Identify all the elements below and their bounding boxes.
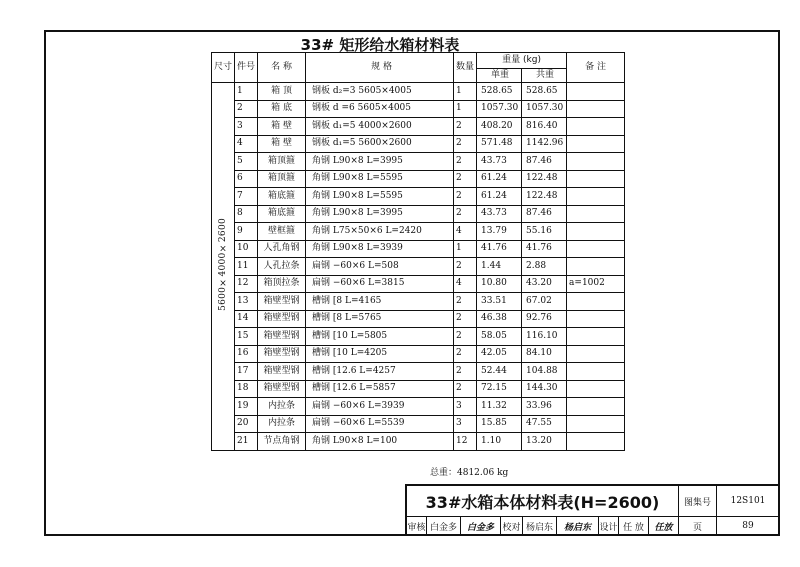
table-row [212,240,625,258]
table-row [212,415,625,433]
item-spec: 扁钢 −60×6 L=5539 [306,415,454,433]
item-remark [567,328,625,346]
table-row [212,83,625,101]
item-no: 11 [235,258,258,276]
item-unit-weight: 1.44 [477,258,522,276]
design-label: 设计 [599,517,619,536]
table-row [212,328,625,346]
item-qty: 4 [454,275,477,293]
item-no: 9 [235,223,258,241]
table-row [212,205,625,223]
header-remark: 备 注 [567,53,625,83]
item-no: 15 [235,328,258,346]
item-remark [567,310,625,328]
table-row [212,135,625,153]
header-no: 件号 [235,53,258,83]
table-row [212,363,625,381]
item-remark [567,170,625,188]
item-spec: 角钢 L90×8 L=3939 [306,240,454,258]
item-name: 箱壁型钢 [258,328,306,346]
item-qty: 2 [454,118,477,136]
item-qty: 3 [454,415,477,433]
table-row [212,345,625,363]
table-row [212,188,625,206]
item-total-weight: 33.96 [522,398,567,416]
item-remark [567,258,625,276]
item-qty: 2 [454,310,477,328]
reviewer-signature: 白金多 [461,517,501,536]
item-total-weight: 104.88 [522,363,567,381]
item-spec: 扁钢 −60×6 L=3815 [306,275,454,293]
item-total-weight: 47.55 [522,415,567,433]
item-qty: 1 [454,83,477,101]
item-no: 12 [235,275,258,293]
item-no: 8 [235,205,258,223]
item-qty: 2 [454,258,477,276]
item-spec: 角钢 L90×8 L=5595 [306,170,454,188]
header-spec: 规 格 [306,53,454,83]
item-spec: 钢板 d =6 5605×4005 [306,100,454,118]
item-remark [567,240,625,258]
designer-signature: 任放 [649,517,679,536]
item-no: 10 [235,240,258,258]
table-row [212,258,625,276]
item-unit-weight: 52.44 [477,363,522,381]
item-unit-weight: 43.73 [477,153,522,171]
table-row [212,380,625,398]
item-no: 1 [235,83,258,101]
header-qty: 数量 [454,53,477,83]
drawing-title: 33#水箱本体材料表(H=2600) [407,486,679,517]
item-name: 箱顶拉条 [258,275,306,293]
item-qty: 2 [454,188,477,206]
item-no: 5 [235,153,258,171]
table-row [212,293,625,311]
item-unit-weight: 13.79 [477,223,522,241]
table-row [212,153,625,171]
item-total-weight: 55.16 [522,223,567,241]
page-number: 89 [717,517,780,536]
item-total-weight: 2.88 [522,258,567,276]
item-no: 2 [235,100,258,118]
item-total-weight: 43.20 [522,275,567,293]
item-spec: 槽钢 [8 L=4165 [306,293,454,311]
item-unit-weight: 61.24 [477,170,522,188]
item-remark [567,293,625,311]
item-unit-weight: 1057.30 [477,100,522,118]
table-row [212,100,625,118]
item-name: 箱壁型钢 [258,345,306,363]
checker-name: 杨启东 [523,517,557,536]
item-total-weight: 1057.30 [522,100,567,118]
item-name: 箱底箍 [258,188,306,206]
item-remark [567,223,625,241]
item-unit-weight: 41.76 [477,240,522,258]
header-size: 尺寸 [212,53,235,83]
item-qty: 2 [454,380,477,398]
item-name: 箱顶箍 [258,153,306,171]
item-name: 箱 底 [258,100,306,118]
item-unit-weight: 61.24 [477,188,522,206]
item-unit-weight: 33.51 [477,293,522,311]
item-name: 内拉条 [258,415,306,433]
item-spec: 槽钢 [10 L=5805 [306,328,454,346]
table-row [212,275,625,293]
header-total-weight: 共重 [522,69,567,83]
item-spec: 角钢 L75×50×6 L=2420 [306,223,454,241]
item-total-weight: 122.48 [522,170,567,188]
item-unit-weight: 42.05 [477,345,522,363]
item-remark [567,188,625,206]
item-spec: 钢板 d₁=5 4000×2600 [306,118,454,136]
item-spec: 角钢 L90×8 L=5595 [306,188,454,206]
item-name: 箱 壁 [258,118,306,136]
item-spec: 角钢 L90×8 L=100 [306,433,454,451]
table-row [212,433,625,451]
size-label: 5600×4000×2600 [217,218,228,312]
item-qty: 1 [454,240,477,258]
item-spec: 钢板 d₁=5 5600×2600 [306,135,454,153]
item-name: 箱壁型钢 [258,310,306,328]
material-table [211,52,625,451]
item-qty: 2 [454,170,477,188]
item-remark [567,415,625,433]
item-name: 节点角钢 [258,433,306,451]
item-total-weight: 67.02 [522,293,567,311]
header-unit-weight: 单重 [477,69,522,83]
review-label: 审核 [407,517,427,536]
item-qty: 2 [454,363,477,381]
item-name: 箱底箍 [258,205,306,223]
item-qty: 2 [454,135,477,153]
atlas-label: 图集号 [679,486,717,517]
item-unit-weight: 10.80 [477,275,522,293]
item-remark [567,153,625,171]
item-name: 箱顶箍 [258,170,306,188]
item-remark [567,135,625,153]
item-total-weight: 116.10 [522,328,567,346]
item-total-weight: 1142.96 [522,135,567,153]
item-unit-weight: 528.65 [477,83,522,101]
item-name: 箱壁型钢 [258,363,306,381]
item-spec: 槽钢 [8 L=5765 [306,310,454,328]
page-label: 页 [679,517,717,536]
item-total-weight: 13.20 [522,433,567,451]
item-no: 21 [235,433,258,451]
item-total-weight: 528.65 [522,83,567,101]
item-no: 6 [235,170,258,188]
table-row [212,223,625,241]
item-no: 17 [235,363,258,381]
title-block [405,484,780,536]
item-spec: 槽钢 [12.6 L=4257 [306,363,454,381]
atlas-no: 12S101 [717,486,780,517]
item-remark [567,100,625,118]
item-remark [567,380,625,398]
item-qty: 2 [454,205,477,223]
item-total-weight: 87.46 [522,153,567,171]
total-weight: 总重：4812.06 kg [430,468,509,478]
item-remark [567,345,625,363]
item-no: 20 [235,415,258,433]
item-unit-weight: 43.73 [477,205,522,223]
table-body [212,83,625,451]
item-name: 内拉条 [258,398,306,416]
item-total-weight: 84.10 [522,345,567,363]
item-spec: 槽钢 [10 L=4205 [306,345,454,363]
item-unit-weight: 58.05 [477,328,522,346]
item-total-weight: 92.76 [522,310,567,328]
item-qty: 2 [454,328,477,346]
item-no: 13 [235,293,258,311]
item-spec: 钢板 d₂=3 5605×4005 [306,83,454,101]
item-total-weight: 41.76 [522,240,567,258]
item-qty: 4 [454,223,477,241]
header-name: 名 称 [258,53,306,83]
item-name: 壁框箍 [258,223,306,241]
item-unit-weight: 15.85 [477,415,522,433]
item-remark: a=1002 [567,275,625,293]
item-name: 人孔角钢 [258,240,306,258]
item-qty: 2 [454,153,477,171]
item-remark [567,398,625,416]
item-name: 人孔拉条 [258,258,306,276]
table-row [212,170,625,188]
item-qty: 1 [454,100,477,118]
item-qty: 2 [454,345,477,363]
item-qty: 2 [454,293,477,311]
item-unit-weight: 571.48 [477,135,522,153]
item-unit-weight: 72.15 [477,380,522,398]
item-spec: 扁钢 −60×6 L=508 [306,258,454,276]
item-no: 7 [235,188,258,206]
item-spec: 扁钢 −60×6 L=3939 [306,398,454,416]
checker-signature: 杨启东 [557,517,599,536]
item-no: 18 [235,380,258,398]
table-row [212,398,625,416]
reviewer-name: 白金多 [427,517,461,536]
item-remark [567,433,625,451]
table-row [212,118,625,136]
item-total-weight: 122.48 [522,188,567,206]
item-no: 4 [235,135,258,153]
item-qty: 12 [454,433,477,451]
item-remark [567,83,625,101]
item-spec: 槽钢 [12.6 L=5857 [306,380,454,398]
header-weight: 重量 (kg) [477,53,567,69]
item-remark [567,205,625,223]
check-label: 校对 [501,517,523,536]
item-no: 3 [235,118,258,136]
item-remark [567,118,625,136]
item-qty: 3 [454,398,477,416]
table-title: 33# 矩形给水箱材料表 [300,36,460,54]
item-unit-weight: 408.20 [477,118,522,136]
item-no: 16 [235,345,258,363]
item-name: 箱 顶 [258,83,306,101]
item-total-weight: 144.30 [522,380,567,398]
item-total-weight: 816.40 [522,118,567,136]
item-spec: 角钢 L90×8 L=3995 [306,205,454,223]
item-spec: 角钢 L90×8 L=3995 [306,153,454,171]
item-unit-weight: 46.38 [477,310,522,328]
item-remark [567,363,625,381]
item-no: 14 [235,310,258,328]
item-name: 箱壁型钢 [258,380,306,398]
item-no: 19 [235,398,258,416]
item-name: 箱壁型钢 [258,293,306,311]
table-row [212,310,625,328]
size-cell [212,83,235,451]
designer-name: 任 放 [619,517,649,536]
item-unit-weight: 1.10 [477,433,522,451]
item-name: 箱 壁 [258,135,306,153]
item-total-weight: 87.46 [522,205,567,223]
item-unit-weight: 11.32 [477,398,522,416]
